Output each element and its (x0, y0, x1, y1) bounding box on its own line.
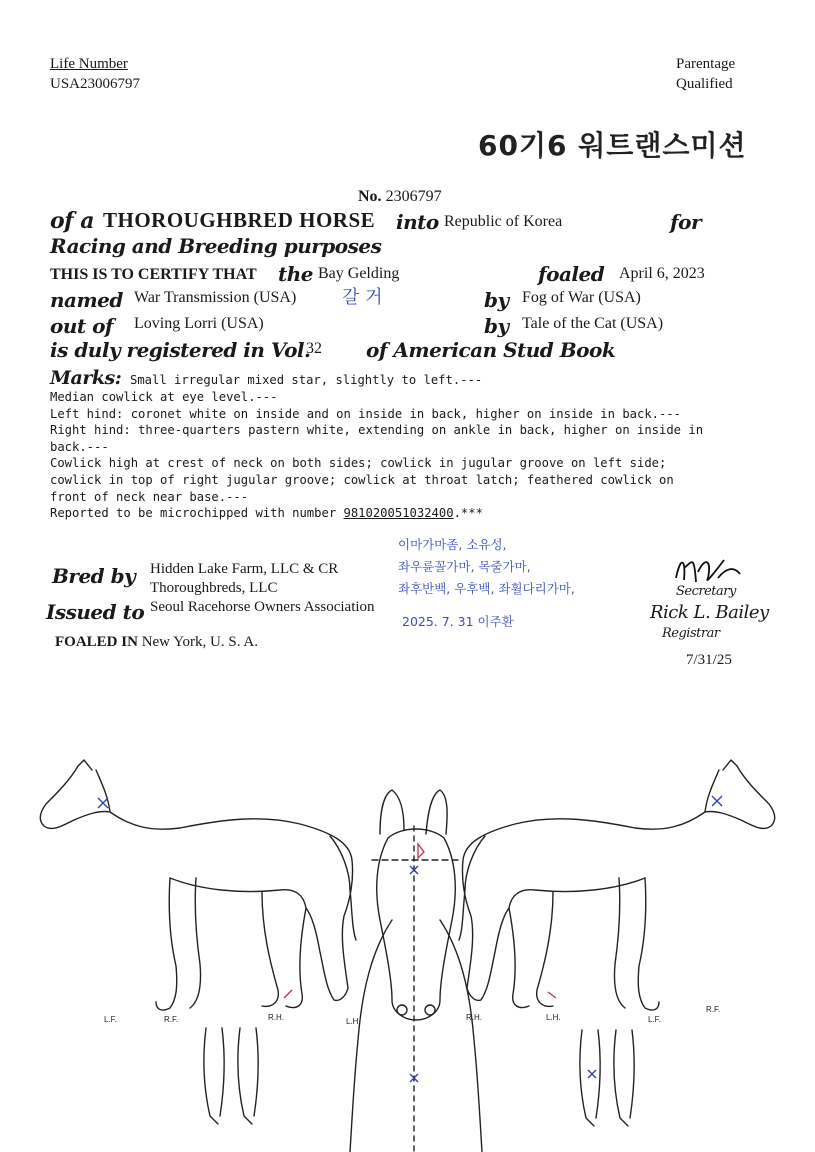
foaled-in-label: FOALED IN (55, 634, 138, 650)
label-right-lh: L.H. (546, 1013, 561, 1022)
named-label: named (50, 288, 123, 312)
handwritten-title: 60기6 워트랜스미션 (478, 129, 747, 162)
into-label: into (396, 210, 439, 234)
right-horse-figure (459, 760, 775, 1010)
foaled-in: New York, U. S. A. (141, 634, 258, 650)
handwritten-note: 좌후반백, 우후백, 좌휠다리가마, (398, 581, 575, 596)
the-label: the (278, 262, 314, 286)
certificate-number: 2306797 (385, 188, 442, 205)
left-rear-legs (204, 1028, 258, 1124)
breeder-line-2: Thoroughbreds, LLC (150, 580, 278, 596)
foaled-label: foaled (538, 262, 605, 286)
breeder-line-1: Hidden Lake Farm, LLC & CR (150, 561, 339, 577)
center-horse-figure (350, 790, 482, 1152)
country: Republic of Korea (444, 213, 563, 230)
marks-line: front of neck near base.--- (50, 489, 249, 504)
by2-label: by (484, 314, 509, 338)
purposes: Racing and Breeding purposes (50, 234, 382, 258)
label-right-lf: L.F. (648, 1015, 661, 1024)
marks-line: cowlick in top of right jugular groove; cowlick at throat latch; feathered cowlick on (50, 472, 674, 487)
marks-line: Left hind: coronet white on inside and on inside in back, higher on inside in back.--- (50, 406, 682, 421)
parentage-label: Parentage (676, 56, 736, 72)
stud-book: of American Stud Book (366, 338, 616, 362)
parentage-status: Qualified (676, 76, 733, 92)
label-right-rh: R.H. (466, 1013, 482, 1022)
foaled-date: April 6, 2023 (619, 265, 705, 282)
dam: Loving Lorri (USA) (134, 315, 264, 332)
marks-line-1: Small irregular mixed star, slightly to left.--- (130, 373, 483, 387)
label-left-rh: R.H. (268, 1013, 284, 1022)
handwritten-note: 이마가마좀, 소유성, (398, 537, 507, 552)
horse-name: War Transmission (USA) (134, 289, 297, 306)
hind-marking-right (548, 992, 556, 998)
microchip-number: 981020051032400 (343, 506, 454, 521)
of-a-label: of a (50, 208, 95, 234)
marks-line: Cowlick high at crest of neck on both sides; cowlick in jugular groove on left side; (50, 456, 667, 471)
no-label: No. (358, 188, 382, 205)
marks-line: Median cowlick at eye level.--- (50, 390, 278, 404)
registrar-label: Registrar (662, 626, 720, 641)
description: Bay Gelding (318, 265, 400, 282)
horse-marking-diagram (0, 740, 815, 1152)
name-annotation: 갈 거 (342, 287, 383, 308)
star-marking (418, 844, 424, 858)
marks-line: back.--- (50, 439, 109, 454)
marks-label: Marks: (50, 367, 122, 389)
volume: 32 (306, 340, 322, 357)
certify-label: THIS IS TO CERTIFY THAT (50, 266, 257, 283)
left-horse-figure (40, 760, 356, 1010)
handwritten-note: 좌우륜꼴가마, 목줄가마, (398, 559, 531, 574)
hind-marking-left (284, 990, 292, 998)
label-left-rf: R.F. (164, 1015, 179, 1024)
secretary-label: Secretary (676, 584, 736, 599)
marks-text (50, 389, 703, 522)
life-number: USA23006797 (50, 76, 141, 92)
microchip-prefix: Reported to be microchipped with number (50, 506, 344, 521)
issued-to-label: Issued to (46, 600, 145, 624)
handwritten-date-note: 2025. 7. 31 이주환 (402, 614, 514, 629)
dam-sire: Tale of the Cat (USA) (522, 315, 664, 332)
microchip-line (50, 505, 703, 522)
by-label: by (484, 288, 509, 312)
registered-label: is duly registered in Vol. (50, 338, 311, 362)
issue-date: 7/31/25 (686, 652, 732, 668)
out-of-label: out of (50, 314, 114, 338)
certificate-number-row (358, 188, 442, 206)
foaled-in-row (55, 634, 258, 651)
marking-crosses (98, 796, 722, 1082)
breed: THOROUGHBRED HORSE (103, 208, 376, 232)
marks-line: Right hind: three-quarters pastern white, extending on ankle in back, higher on inside in (50, 423, 704, 438)
label-left-lf: L.F. (104, 1015, 117, 1024)
sire: Fog of War (USA) (522, 289, 641, 306)
life-number-label: Life Number (50, 56, 128, 72)
label-left-lh: L.H. (346, 1017, 361, 1026)
bred-by-label: Bred by (52, 564, 136, 588)
label-right-rf: R.F. (706, 1005, 721, 1014)
microchip-suffix: .*** (453, 506, 483, 521)
issued-to: Seoul Racehorse Owners Association (150, 599, 375, 615)
registrar-signature: Rick L. Bailey (650, 602, 769, 623)
for-label: for (670, 210, 701, 234)
